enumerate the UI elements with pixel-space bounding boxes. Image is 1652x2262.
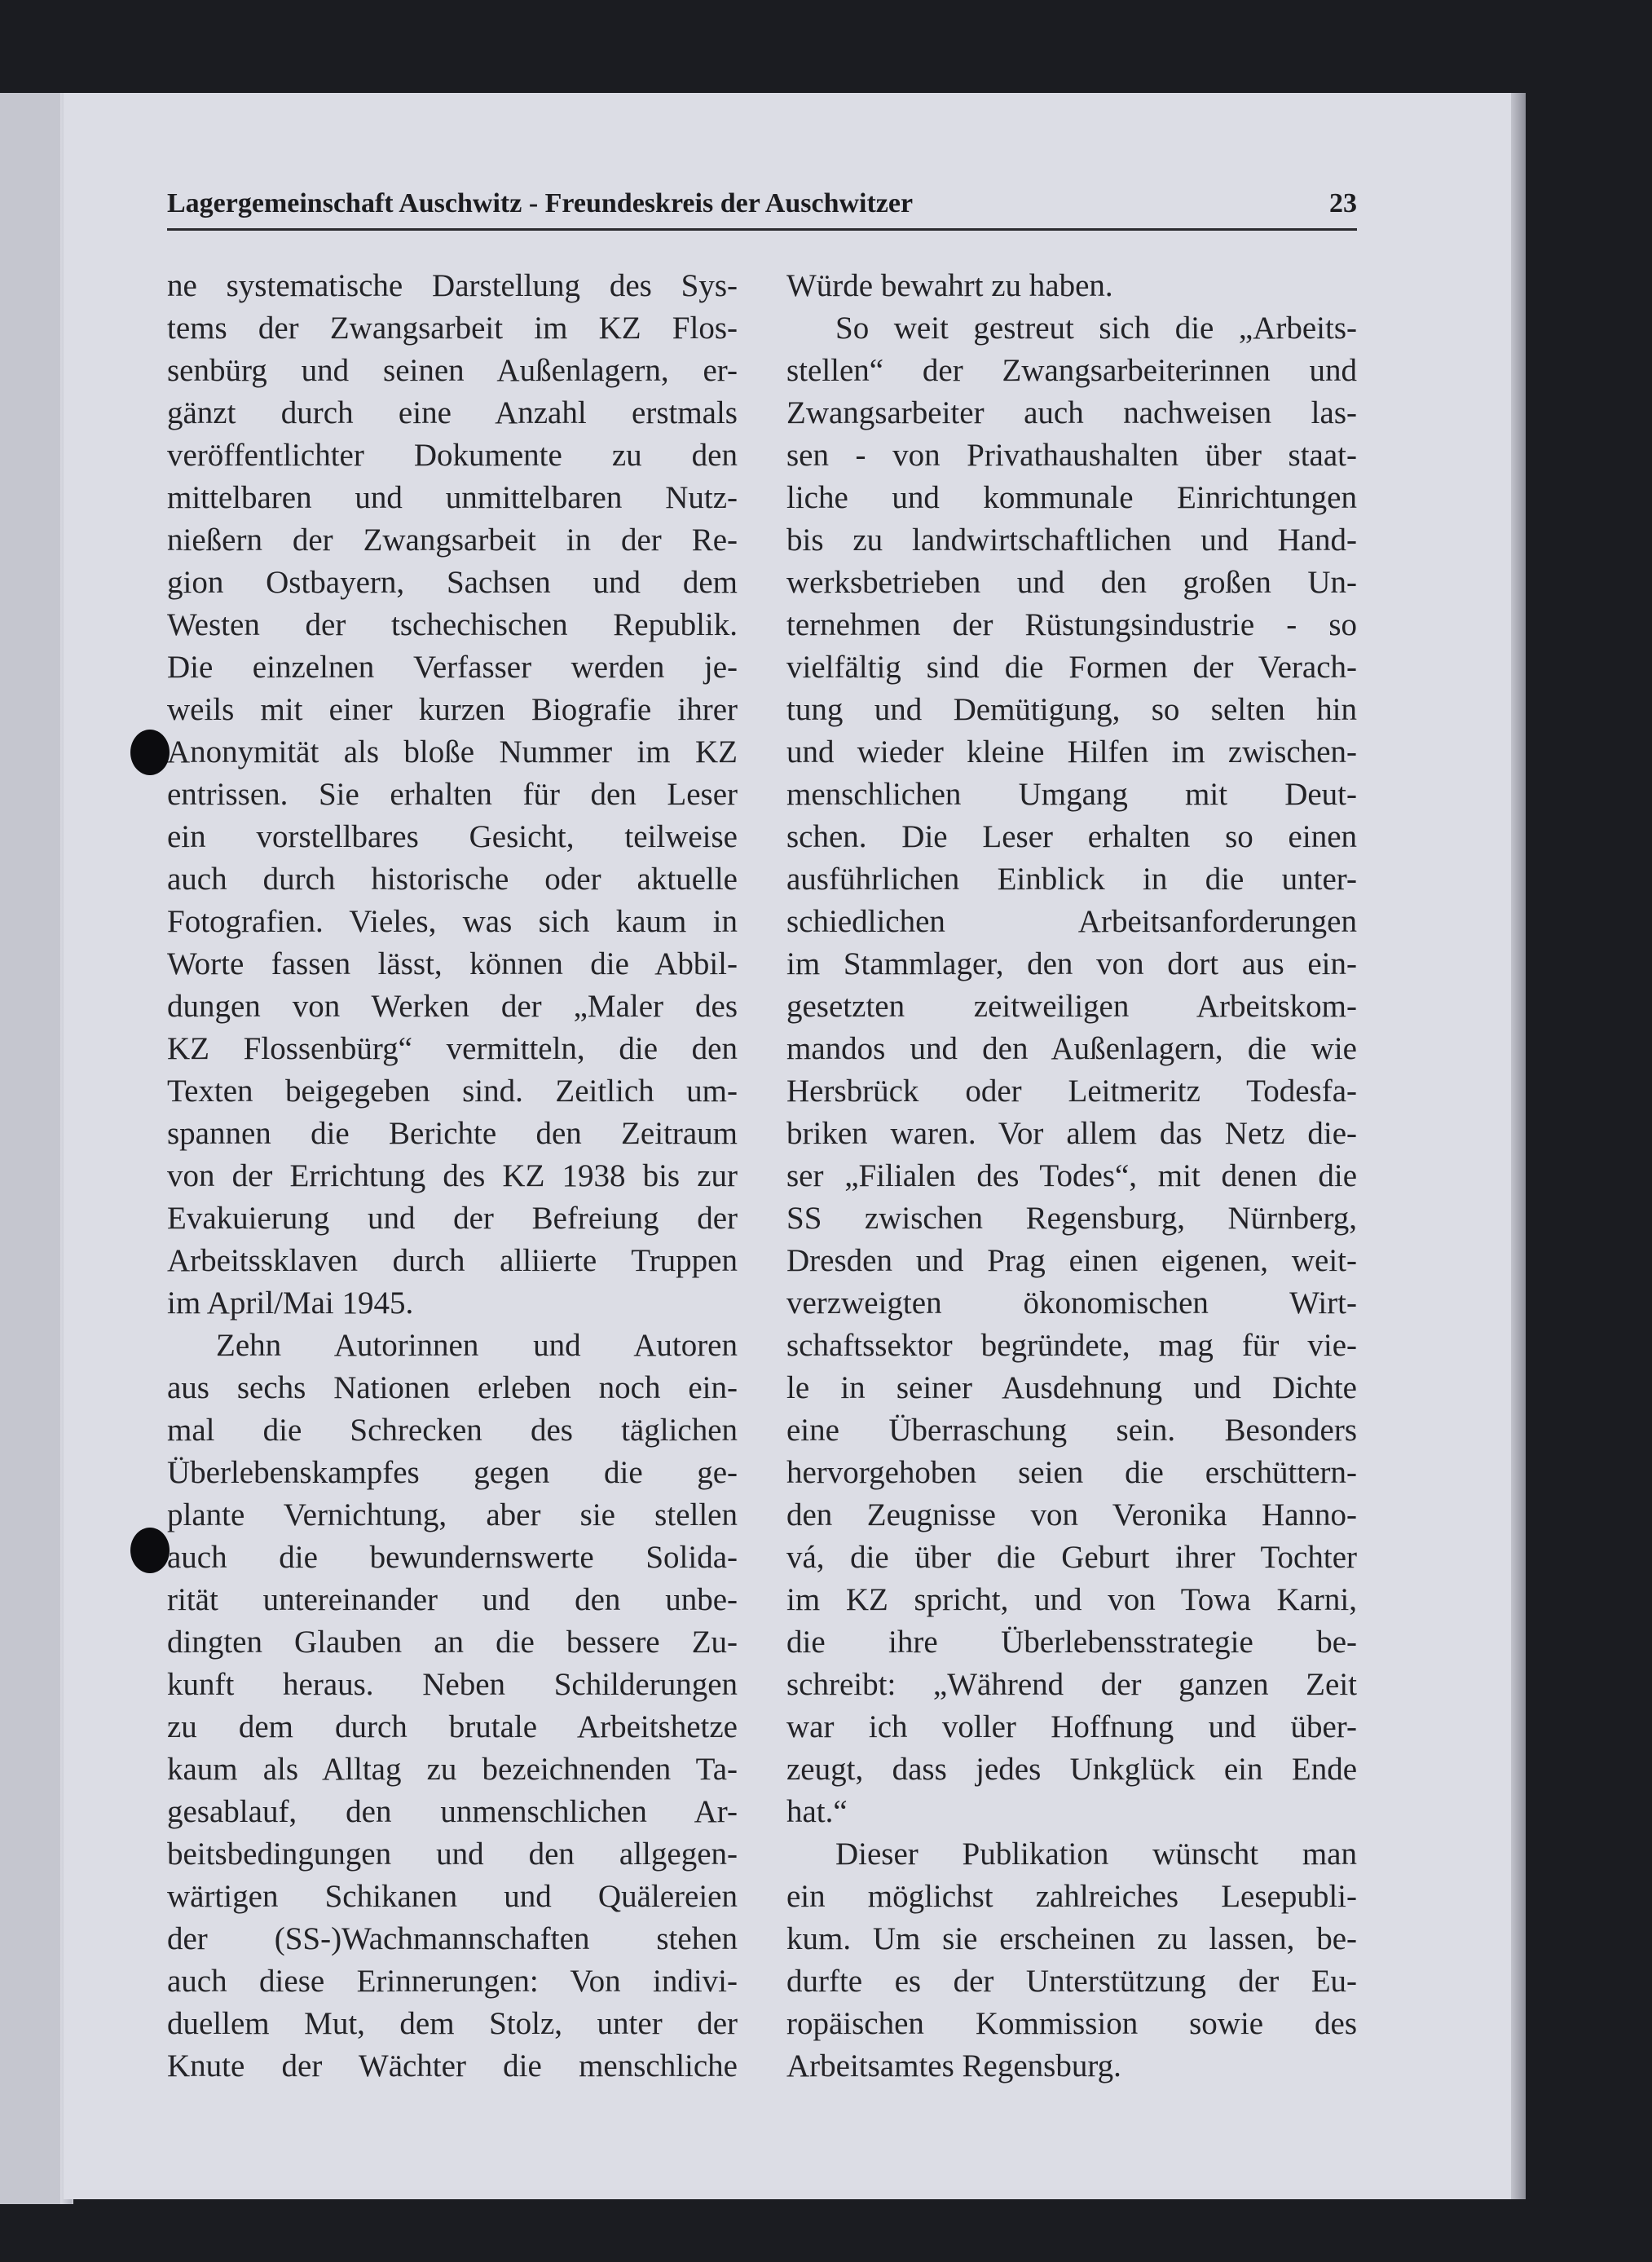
text-line: schreibt: „Während der ganzen Zeit — [786, 1667, 1357, 1702]
page-edge-shadow — [1511, 93, 1526, 2199]
text-line: tems der Zwangsarbeit im KZ Flos- — [167, 311, 738, 346]
text-line: durfte es der Unterstützung der Eu- — [786, 1964, 1357, 1999]
text-line: schaftssektor begründete, mag für vie- — [786, 1328, 1357, 1363]
text-line: hervorgehoben seien die erschüttern- — [786, 1455, 1357, 1490]
left-text-column — [167, 265, 738, 2088]
text-line: Anonymität als bloße Nummer im KZ — [167, 734, 738, 769]
text-line: sen - von Privathaushalten über staat- — [786, 438, 1357, 473]
paragraph-last-line: Würde bewahrt zu haben. — [786, 268, 1113, 303]
text-line: ne systematische Darstellung des Sys- — [167, 268, 738, 303]
header-title: Lagergemeinschaft Auschwitz - Freundeskreis der Auschwitzer — [167, 188, 914, 218]
text-line: Westen der tschechischen Republik. — [167, 607, 738, 642]
text-line: Die einzelnen Verfasser werden je- — [167, 650, 738, 685]
text-line: plante Vernichtung, aber sie stellen — [167, 1497, 738, 1532]
text-line: vielfältig sind die Formen der Verach- — [786, 650, 1357, 685]
text-line: ternehmen der Rüstungsindustrie - so — [786, 607, 1357, 642]
paragraph-first-line: Zehn Autorinnen und Autoren — [216, 1328, 738, 1363]
text-line: wärtigen Schikanen und Quälereien — [167, 1879, 738, 1914]
text-line: rität untereinander und den unbe- — [167, 1582, 738, 1617]
text-line: Überlebenskampfes gegen die ge- — [167, 1455, 738, 1490]
text-line: aus sechs Nationen erleben noch ein- — [167, 1370, 738, 1405]
text-line: zu dem durch brutale Arbeitshetze — [167, 1709, 738, 1744]
text-line: den Zeugnisse von Veronika Hanno- — [786, 1497, 1357, 1532]
text-line: tung und Demütigung, so selten hin — [786, 692, 1357, 727]
text-line: duellem Mut, dem Stolz, unter der — [167, 2006, 738, 2041]
text-line: und wieder kleine Hilfen im zwischen- — [786, 734, 1357, 769]
text-line: Worte fassen lässt, können die Abbil- — [167, 946, 738, 981]
text-line: kunft heraus. Neben Schilderungen — [167, 1667, 738, 1702]
text-line: Arbeitssklaven durch alliierte Truppen — [167, 1243, 738, 1278]
text-line: verzweigten ökonomischen Wirt- — [786, 1285, 1357, 1321]
text-line: auch die bewundernswerte Solida- — [167, 1540, 738, 1575]
text-line: mittelbaren und unmittelbaren Nutz- — [167, 480, 738, 515]
text-line: gänzt durch eine Anzahl erstmals — [167, 395, 738, 430]
text-line: eine Überraschung sein. Besonders — [786, 1413, 1357, 1448]
text-line: nießern der Zwangsarbeit in der Re- — [167, 523, 738, 558]
text-line: Evakuierung und der Befreiung der — [167, 1201, 738, 1236]
text-line: von der Errichtung des KZ 1938 bis zur — [167, 1158, 738, 1193]
right-text-column — [786, 265, 1357, 2088]
text-line: schen. Die Leser erhalten so einen — [786, 819, 1357, 854]
text-line: Fotografien. Vieles, was sich kaum in — [167, 904, 738, 939]
page-number: 23 — [1329, 188, 1357, 218]
text-line: spannen die Berichte den Zeitraum — [167, 1116, 738, 1151]
text-line: veröffentlichter Dokumente zu den — [167, 438, 738, 473]
text-line: mal die Schrecken des täglichen — [167, 1413, 738, 1448]
text-line: Texten beigegeben sind. Zeitlich um- — [167, 1074, 738, 1109]
text-line: war ich voller Hoffnung und über- — [786, 1709, 1357, 1744]
text-line: gesetzten zeitweiligen Arbeitskom- — [786, 989, 1357, 1024]
header-rule — [167, 228, 1357, 231]
text-line: Dresden und Prag einen eigenen, weit- — [786, 1243, 1357, 1278]
text-line: kaum als Alltag zu bezeichnenden Ta- — [167, 1752, 738, 1787]
text-line: senbürg und seinen Außenlagern, er- — [167, 353, 738, 388]
text-line: gesablauf, den unmenschlichen Ar- — [167, 1794, 738, 1829]
text-line: liche und kommunale Einrichtungen — [786, 480, 1357, 515]
text-line: gion Ostbayern, Sachsen und dem — [167, 565, 738, 600]
text-line: le in seiner Ausdehnung und Dichte — [786, 1370, 1357, 1405]
text-line: bis zu landwirtschaftlichen und Hand- — [786, 523, 1357, 558]
text-line: schiedlichen Arbeitsanforderungen — [786, 904, 1357, 939]
text-line: ein vorstellbares Gesicht, teilweise — [167, 819, 738, 854]
text-line: Knute der Wächter die menschliche — [167, 2048, 738, 2083]
text-line: im KZ spricht, und von Towa Karni, — [786, 1582, 1357, 1617]
text-line: briken waren. Vor allem das Netz die- — [786, 1116, 1357, 1151]
paragraph-last-line: im April/Mai 1945. — [167, 1285, 414, 1321]
paragraph-last-line: Arbeitsamtes Regensburg. — [786, 2048, 1121, 2083]
text-line: Hersbrück oder Leitmeritz Todesfa- — [786, 1074, 1357, 1109]
text-line: KZ Flossenbürg“ vermitteln, die den — [167, 1031, 738, 1066]
text-line: dungen von Werken der „Maler des — [167, 989, 738, 1024]
text-line: auch durch historische oder aktuelle — [167, 862, 738, 897]
text-line: ausführlichen Einblick in die unter- — [786, 862, 1357, 897]
text-line: die ihre Überlebensstrategie be- — [786, 1625, 1357, 1660]
text-line: ein möglichst zahlreiches Lesepubli- — [786, 1879, 1357, 1914]
text-line: kum. Um sie erscheinen zu lassen, be- — [786, 1921, 1357, 1956]
text-line: ropäischen Kommission sowie des — [786, 2006, 1357, 2041]
paragraph-last-line: hat.“ — [786, 1794, 848, 1829]
text-line: werksbetrieben und den großen Un- — [786, 565, 1357, 600]
text-line: zeugt, dass jedes Unkglück ein Ende — [786, 1752, 1357, 1787]
paragraph-first-line: So weit gestreut sich die „Arbeits- — [835, 311, 1357, 346]
text-line: dingten Glauben an die bessere Zu- — [167, 1625, 738, 1660]
text-line: ser „Filialen des Todes“, mit denen die — [786, 1158, 1357, 1193]
text-line: vá, die über die Geburt ihrer Tochter — [786, 1540, 1357, 1575]
text-line: stellen“ der Zwangsarbeiterinnen und — [786, 353, 1357, 388]
punch-hole-upper — [130, 730, 170, 775]
text-line: Zwangsarbeiter auch nachweisen las- — [786, 395, 1357, 430]
text-line: mandos und den Außenlagern, die wie — [786, 1031, 1357, 1066]
text-line: der (SS-)Wachmannschaften stehen — [167, 1921, 738, 1956]
text-line: entrissen. Sie erhalten für den Leser — [167, 777, 738, 812]
text-line: beitsbedingungen und den allgegen- — [167, 1836, 738, 1872]
text-line: menschlichen Umgang mit Deut- — [786, 777, 1357, 812]
paragraph-first-line: Dieser Publikation wünscht man — [835, 1836, 1357, 1872]
text-line: auch diese Erinnerungen: Von indivi- — [167, 1964, 738, 1999]
punch-hole-lower — [130, 1528, 170, 1573]
text-line: SS zwischen Regensburg, Nürnberg, — [786, 1201, 1357, 1236]
text-line: weils mit einer kurzen Biografie ihrer — [167, 692, 738, 727]
text-line: im Stammlager, den von dort aus ein- — [786, 946, 1357, 981]
